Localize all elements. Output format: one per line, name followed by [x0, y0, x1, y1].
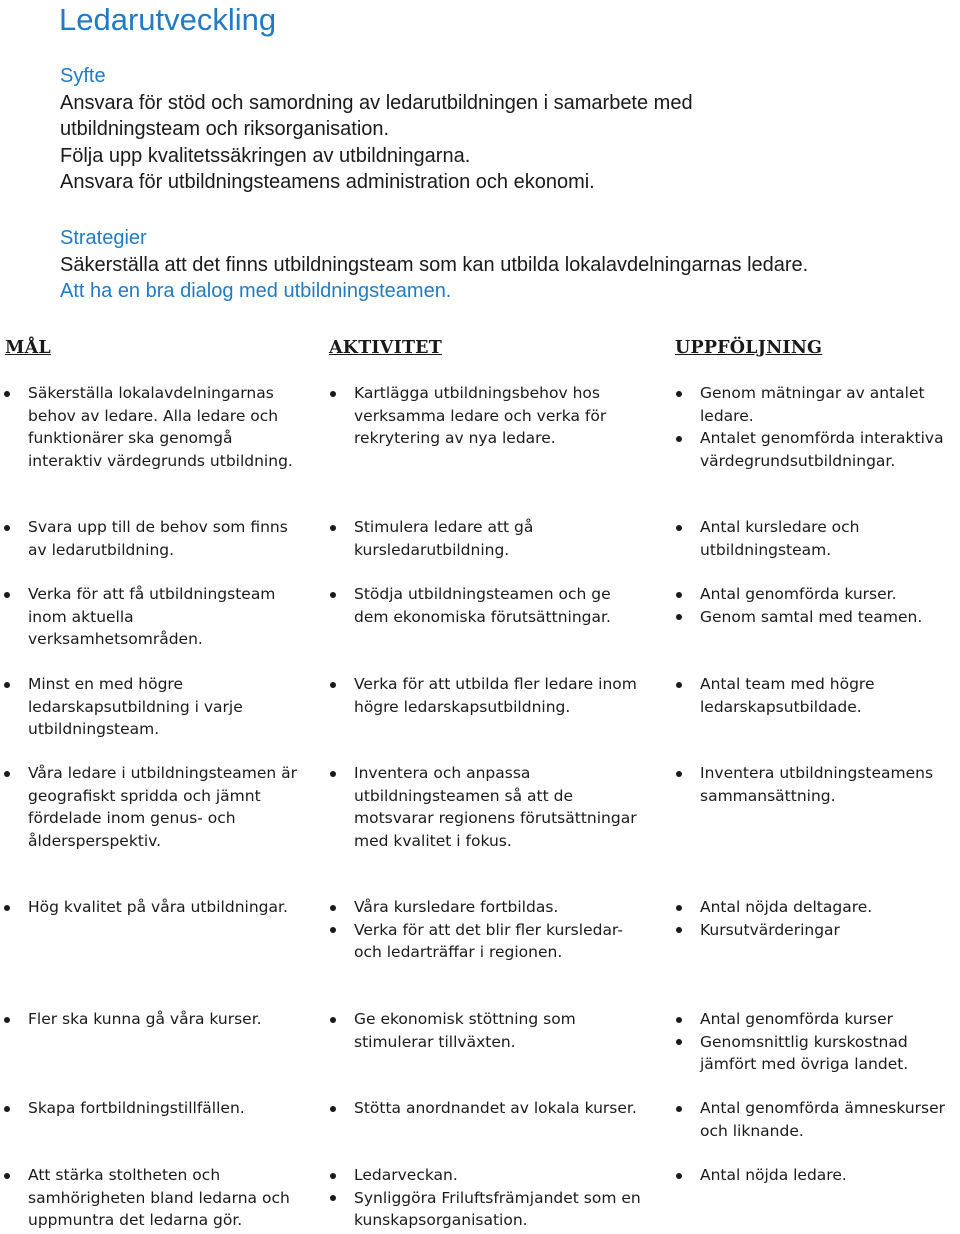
list-item-text: Antal nöjda ledare. — [700, 1166, 847, 1184]
bullet-icon — [676, 1017, 682, 1023]
list-item — [700, 1008, 960, 1031]
aktivitet-cell — [354, 673, 644, 718]
uppfoljning-cell — [700, 1164, 960, 1187]
uppfoljning-list — [700, 1097, 960, 1142]
uppfoljning-list — [700, 382, 960, 472]
aktivitet-cell — [354, 1008, 644, 1053]
syfte-line: utbildningsteam och riksorganisation. — [60, 118, 390, 140]
list-item — [28, 1097, 298, 1120]
aktivitet-cell — [354, 1164, 644, 1232]
list-item — [354, 583, 644, 628]
aktivitet-cell — [354, 1097, 644, 1120]
list-item-text: Hög kvalitet på våra utbildningar. — [28, 898, 288, 916]
bullet-icon — [330, 682, 336, 688]
bullet-icon — [330, 391, 336, 397]
mal-cell — [28, 1008, 298, 1031]
list-item — [354, 516, 644, 561]
bullet-icon — [676, 682, 682, 688]
uppfoljning-cell — [700, 673, 960, 718]
list-item — [700, 427, 960, 472]
list-item-text: Inventera och anpassa utbildningsteamen så att de motsvarar regionens förutsättningar med kvalitet i fokus. — [354, 764, 637, 850]
list-item — [700, 919, 960, 942]
list-item — [354, 673, 644, 718]
bullet-icon — [676, 905, 682, 911]
aktivitet-cell — [354, 762, 644, 852]
aktivitet-list — [354, 1164, 644, 1232]
bullet-icon — [330, 771, 336, 777]
bullet-icon — [676, 436, 682, 442]
list-item — [700, 1164, 960, 1187]
list-item — [28, 583, 298, 651]
list-item — [700, 896, 960, 919]
aktivitet-cell — [354, 516, 644, 561]
syfte-heading: Syfte — [60, 65, 106, 87]
uppfoljning-list — [700, 1008, 960, 1076]
syfte-section — [60, 63, 693, 196]
list-item — [700, 1031, 960, 1076]
mal-list — [28, 1008, 298, 1031]
list-item — [28, 762, 298, 852]
uppfoljning-cell — [700, 1097, 960, 1142]
list-item-text: Genomsnittlig kurskostnad jämfört med övriga landet. — [700, 1032, 909, 1073]
uppfoljning-list — [700, 516, 960, 561]
bullet-icon — [330, 927, 336, 933]
bullet-icon — [330, 905, 336, 911]
uppfoljning-cell — [700, 762, 960, 807]
list-item-text: Inventera utbildningsteamens sammansättning. — [700, 764, 934, 805]
list-item-text: Säkerställa lokalavdelningarnas behov av ledare. Alla ledare och funktionärer ska genomgå interaktiv värdegrunds utbildning. — [28, 384, 293, 470]
aktivitet-list — [354, 1097, 644, 1120]
list-item-text: Stimulera ledare att gå kursledarutbildning. — [354, 518, 534, 559]
strategier-heading: Strategier — [60, 227, 147, 249]
list-item — [354, 1008, 644, 1053]
list-item — [354, 1097, 644, 1120]
list-item-text: Våra kursledare fortbildas. — [354, 898, 559, 916]
mal-list — [28, 896, 298, 919]
list-item-text: Stötta anordnandet av lokala kurser. — [354, 1099, 637, 1117]
list-item — [354, 896, 644, 919]
list-item-text: Verka för att det blir fler kursledar- och ledarträffar i regionen. — [354, 920, 623, 961]
bullet-icon — [676, 927, 682, 933]
mal-list — [28, 1164, 298, 1232]
bullet-icon — [330, 592, 336, 598]
bullet-icon — [4, 905, 10, 911]
list-item-text: Ge ekonomisk stöttning som stimulerar tillväxten. — [354, 1010, 576, 1051]
strategier-section — [60, 225, 808, 305]
list-item-text: Antal genomförda kurser — [700, 1010, 894, 1028]
mal-cell — [28, 762, 298, 852]
list-item-text: Att stärka stoltheten och samhörigheten bland ledarna och uppmuntra det ledarna gör. — [28, 1166, 290, 1229]
list-item-text: Antal kursledare och utbildningsteam. — [700, 518, 860, 559]
bullet-icon — [330, 1106, 336, 1112]
bullet-icon — [4, 682, 10, 688]
list-item — [700, 382, 960, 427]
aktivitet-list — [354, 896, 644, 964]
list-item-text: Antal genomförda ämneskurser och liknande. — [700, 1099, 946, 1140]
page-title: Ledarutveckling — [59, 2, 277, 37]
list-item-text: Svara upp till de behov som finns av ledarutbildning. — [28, 518, 288, 559]
aktivitet-list — [354, 516, 644, 561]
list-item-text: Antalet genomförda interaktiva värdegrundsutbildningar. — [700, 429, 944, 470]
bullet-icon — [4, 771, 10, 777]
syfte-line: Ansvara för stöd och samordning av ledarutbildningen i samarbete med — [60, 91, 693, 114]
bullet-icon — [330, 1017, 336, 1023]
aktivitet-list — [354, 382, 644, 450]
list-item — [354, 382, 644, 450]
syfte-line: Följa upp kvalitetssäkringen av utbildningarna. — [60, 144, 471, 167]
uppfoljning-cell — [700, 583, 960, 628]
list-item-text: Antal genomförda kurser. — [700, 585, 897, 603]
uppfoljning-list — [700, 1164, 960, 1187]
bullet-icon — [4, 525, 10, 531]
aktivitet-list — [354, 673, 644, 718]
uppfoljning-list — [700, 896, 960, 941]
mal-list — [28, 583, 298, 651]
list-item-text: Synliggöra Friluftsfrämjandet som en kunskapsorganisation. — [354, 1188, 641, 1229]
uppfoljning-cell — [700, 382, 960, 472]
list-item-text: Antal team med högre ledarskapsutbildade. — [700, 675, 875, 716]
list-item — [700, 606, 960, 629]
list-item-text: Genom mätningar av antalet ledare. — [700, 384, 925, 425]
mal-cell — [28, 896, 298, 919]
bullet-icon — [676, 1039, 682, 1045]
mal-list — [28, 673, 298, 741]
uppfoljning-cell — [700, 896, 960, 941]
list-item-text: Skapa fortbildningstillfällen. — [28, 1099, 245, 1117]
mal-cell — [28, 1097, 298, 1120]
list-item-text: Genom samtal med teamen. — [700, 607, 923, 626]
mal-list — [28, 382, 298, 472]
bullet-icon — [676, 391, 682, 397]
uppfoljning-list — [700, 583, 960, 628]
mal-list — [28, 516, 298, 561]
list-item — [354, 1187, 644, 1232]
list-item-text: Ledarveckan. — [354, 1166, 458, 1184]
bullet-icon — [676, 525, 682, 531]
bullet-icon — [330, 1195, 336, 1201]
mal-cell — [28, 516, 298, 561]
list-item — [28, 1164, 298, 1232]
strategier-line: Säkerställa att det finns utbildningsteam som kan utbilda lokalavdelningarnas ledare. — [60, 253, 809, 276]
mal-cell — [28, 583, 298, 651]
bullet-icon — [4, 1106, 10, 1112]
uppfoljning-list — [700, 762, 960, 807]
uppfoljning-list — [700, 673, 960, 718]
bullet-icon — [676, 592, 682, 598]
column-header-mal: MÅL — [5, 338, 51, 358]
list-item — [28, 896, 298, 919]
list-item — [28, 382, 298, 472]
list-item — [700, 673, 960, 718]
list-item-text: Fler ska kunna gå våra kurser. — [28, 1010, 262, 1028]
bullet-icon — [676, 1106, 682, 1112]
bullet-icon — [676, 614, 682, 620]
aktivitet-list — [354, 1008, 644, 1053]
list-item — [700, 762, 960, 807]
aktivitet-list — [354, 762, 644, 852]
bullet-icon — [4, 1173, 10, 1179]
list-item-text: Stödja utbildningsteamen och ge dem ekonomiska förutsättningar. — [354, 585, 611, 626]
uppfoljning-cell — [700, 1008, 960, 1076]
list-item — [354, 762, 644, 852]
bullet-icon — [676, 1173, 682, 1179]
aktivitet-cell — [354, 583, 644, 628]
list-item — [354, 919, 644, 964]
list-item — [700, 516, 960, 561]
uppfoljning-cell — [700, 516, 960, 561]
column-header-aktivitet: AKTIVITET — [329, 338, 442, 358]
list-item — [354, 1164, 644, 1187]
list-item — [28, 1008, 298, 1031]
list-item-text: Kursutvärderingar — [700, 920, 840, 939]
bullet-icon — [330, 525, 336, 531]
aktivitet-cell — [354, 896, 644, 964]
list-item-text: Verka för att utbilda fler ledare inom högre ledarskapsutbildning. — [354, 675, 637, 716]
aktivitet-list — [354, 583, 644, 628]
list-item-text: Verka för att få utbildningsteam inom aktuella verksamhetsområden. — [28, 585, 276, 648]
mal-cell — [28, 673, 298, 741]
list-item-text: Kartlägga utbildningsbehov hos verksamma ledare och verka för rekrytering av nya ledare. — [354, 384, 607, 447]
mal-list — [28, 1097, 298, 1120]
mal-cell — [28, 1164, 298, 1232]
list-item-text: Antal nöjda deltagare. — [700, 898, 873, 916]
mal-cell — [28, 382, 298, 472]
mal-list — [28, 762, 298, 852]
list-item — [28, 516, 298, 561]
bullet-icon — [4, 592, 10, 598]
strategier-line: Att ha en bra dialog med utbildningsteamen. — [60, 280, 452, 302]
list-item-text: Minst en med högre ledarskapsutbildning i varje utbildningsteam. — [28, 675, 243, 738]
column-header-uppfoljning: UPPFÖLJNING — [675, 338, 823, 358]
list-item-text: Våra ledare i utbildningsteamen är geografiskt spridda och jämnt fördelade inom genus- och åldersperspektiv. — [28, 764, 298, 850]
bullet-icon — [676, 771, 682, 777]
syfte-line: Ansvara för utbildningsteamens administration och ekonomi. — [60, 171, 595, 193]
list-item — [700, 1097, 960, 1142]
bullet-icon — [4, 391, 10, 397]
bullet-icon — [4, 1017, 10, 1023]
list-item — [28, 673, 298, 741]
aktivitet-cell — [354, 382, 644, 450]
list-item — [700, 583, 960, 606]
bullet-icon — [330, 1173, 336, 1179]
